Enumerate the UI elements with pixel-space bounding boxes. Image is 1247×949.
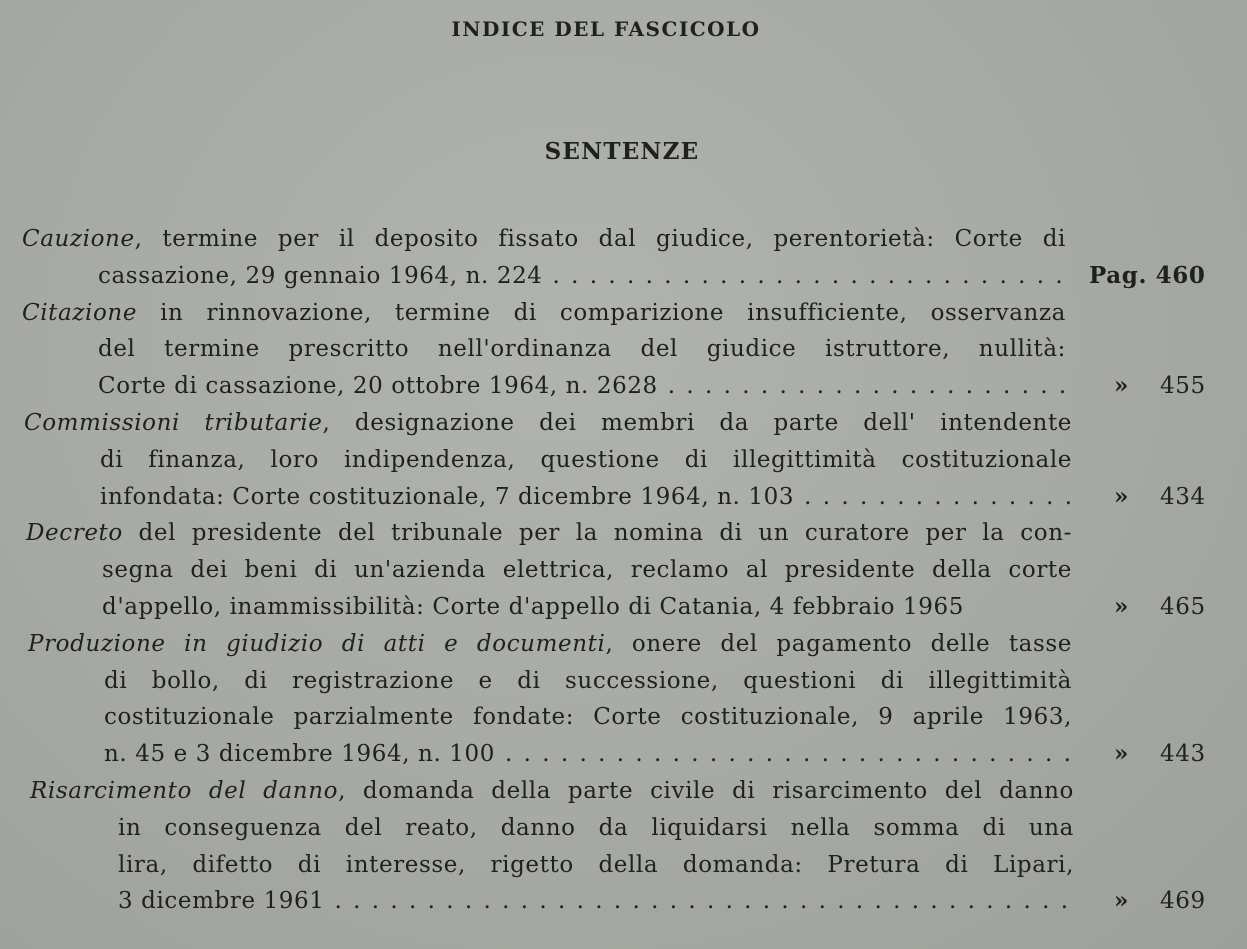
entry-description: cassazione, 29 gennaio 1964, n. 224	[98, 262, 543, 289]
entry-line	[0, 736, 1206, 773]
entry-line	[0, 479, 1206, 516]
entry-text	[102, 589, 964, 626]
entry-text	[104, 704, 1072, 730]
entry-text	[104, 668, 1072, 694]
entry-line	[0, 515, 1072, 552]
entry-text	[118, 852, 1074, 878]
entry-description: 3 dicembre 1961	[118, 888, 325, 915]
index-entry	[0, 773, 1247, 920]
entry-term: Commissioni tributarie	[24, 409, 323, 436]
entry-line	[0, 405, 1072, 442]
entry-text	[98, 336, 1066, 362]
entry-term: Risarcimento del danno	[30, 777, 339, 804]
ditto-mark: »	[1114, 592, 1129, 620]
ditto-mark: »	[1114, 740, 1129, 768]
ditto-mark: »	[1114, 887, 1129, 915]
entry-term: Cauzione	[22, 226, 135, 252]
entry-description: infondata: Corte costituzionale, 7 dicembre 1964, n. 103	[100, 483, 795, 510]
dot-leader	[804, 479, 1072, 516]
dot-leader	[553, 258, 1066, 295]
index-entry	[0, 405, 1247, 515]
entry-line	[0, 258, 1206, 295]
entry-description: in conseguenza del reato, danno da liquidarsi nella somma di una	[118, 814, 1074, 841]
page-number: 443	[1160, 741, 1206, 768]
entry-text	[26, 520, 1072, 546]
entry-term: Produzione in giudizio di atti e documenti	[28, 630, 606, 657]
page-number: 434	[1160, 483, 1206, 510]
index-entry	[0, 221, 1247, 295]
entry-text	[102, 557, 1072, 583]
entry-line	[0, 810, 1074, 847]
entry-text	[28, 631, 1072, 657]
entry-line	[0, 847, 1074, 884]
dot-leader	[668, 368, 1066, 405]
ditto-mark: »	[1114, 482, 1129, 510]
entry-text	[100, 447, 1072, 473]
entry-line	[0, 699, 1072, 736]
entry-term: Decreto	[26, 520, 123, 547]
entry-description: , onere del pagamento delle tasse	[605, 630, 1072, 657]
index-entry	[0, 295, 1247, 405]
entry-text	[118, 815, 1074, 841]
entry-line	[0, 552, 1072, 589]
entry-line	[0, 626, 1072, 663]
page-label: Pag. 460	[1089, 261, 1206, 289]
ditto-mark: »	[1114, 372, 1129, 400]
entry-description: del termine prescritto nell'ordinanza del giudice istruttore, nullità:	[98, 336, 1066, 363]
entry-line	[0, 442, 1072, 479]
entry-text	[104, 736, 495, 773]
index-heading: INDICE DEL FASCICOLO	[451, 17, 761, 41]
index-entries	[0, 221, 1247, 920]
entry-line	[0, 295, 1066, 332]
entry-line	[0, 331, 1066, 368]
entry-description: Corte di cassazione, 20 ottobre 1964, n. 2628	[98, 373, 658, 400]
entry-description: del presidente del tribunale per la nomina di un curatore per la con-	[122, 520, 1072, 547]
entry-line	[0, 773, 1074, 810]
entry-text	[24, 410, 1072, 436]
entry-description: costituzionale parzialmente fondate: Corte costituzionale, 9 aprile 1963,	[104, 704, 1072, 731]
entry-line	[0, 883, 1206, 920]
entry-line	[0, 663, 1072, 700]
entry-description: , designazione dei membri da parte dell' intendente	[322, 409, 1072, 436]
entry-text	[22, 300, 1066, 326]
entry-text	[98, 368, 658, 405]
page-number: 469	[1160, 888, 1206, 915]
entry-description: di finanza, loro indipendenza, questione di illegittimità costituzionale	[100, 446, 1072, 473]
entry-text	[118, 883, 325, 920]
section-heading: SENTENZE	[544, 138, 700, 165]
page-number: 465	[1160, 593, 1206, 620]
page-number: 455	[1160, 373, 1206, 400]
entry-text	[98, 258, 543, 295]
entry-description: n. 45 e 3 dicembre 1964, n. 100	[104, 741, 495, 768]
entry-line	[0, 589, 1206, 626]
index-entry	[0, 626, 1247, 773]
entry-text	[100, 479, 794, 516]
dot-leader	[505, 736, 1072, 773]
index-entry	[0, 515, 1247, 625]
dot-leader	[335, 883, 1075, 920]
entry-line	[0, 368, 1206, 405]
entry-text	[22, 226, 1066, 252]
entry-description: di bollo, di registrazione e di successione, questioni di illegittimità	[104, 667, 1072, 694]
entry-description: segna dei beni di un'azienda elettrica, reclamo al presidente della corte	[102, 557, 1072, 584]
entry-description: in rinnovazione, termine di comparizione insufficiente, osservanza	[137, 299, 1066, 326]
entry-line	[0, 221, 1066, 258]
entry-description: , termine per il deposito fissato dal giudice, perentorietà: Corte di	[134, 226, 1066, 252]
entry-description: lira, difetto di interesse, rigetto della domanda: Pretura di Lipari,	[118, 851, 1074, 878]
entry-description: d'appello, inammissibilità: Corte d'appello di Catania, 4 febbraio 1965	[102, 593, 964, 620]
entry-description: , domanda della parte civile di risarcimento del danno	[338, 777, 1074, 804]
entry-term: Citazione	[22, 299, 138, 326]
entry-text	[30, 778, 1074, 804]
